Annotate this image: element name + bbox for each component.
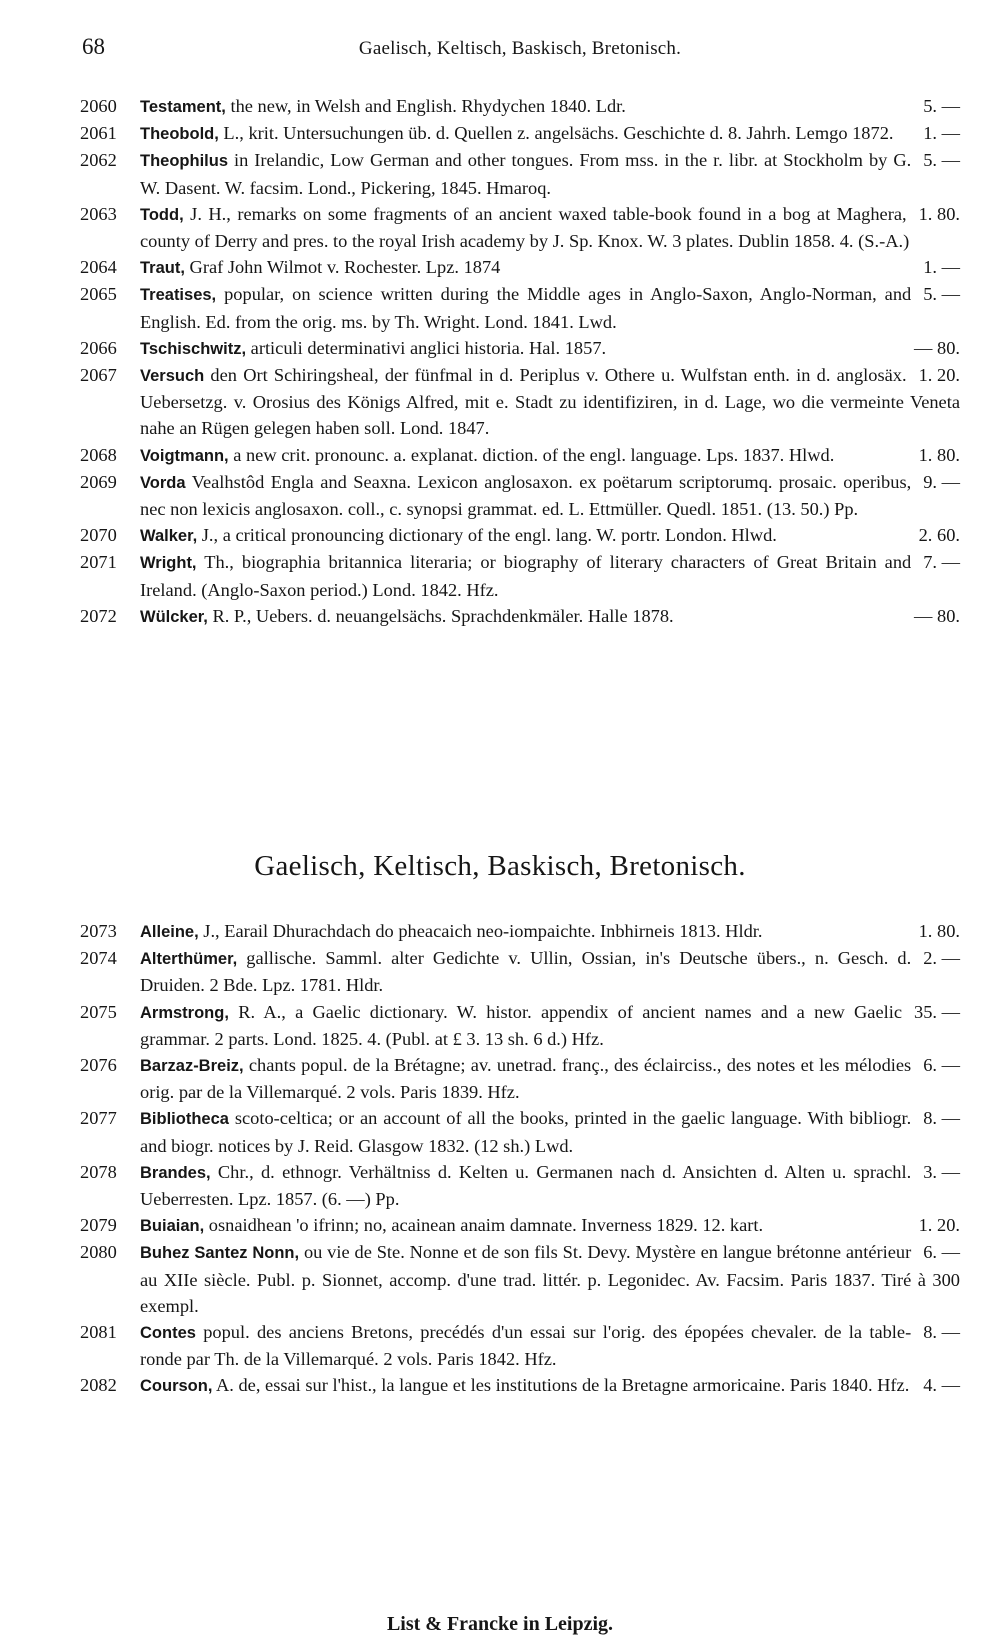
- entry-number: 2077: [80, 1108, 117, 1129]
- entry-description: Graf John Wilmot v. Rochester. Lpz. 1874: [184, 257, 501, 278]
- entry-description: J. H., remarks on some fragments of an ancient waxed table-book found in a bog at Maghera, county of Derry and pres. to the royal Irish academy by J. Sp. Knox. W. 3 plates. Dublin 1858. 4. (S.-A.): [140, 203, 910, 252]
- catalogue-entry: [80, 1212, 960, 1239]
- catalogue-entry: [80, 999, 960, 1052]
- entry-author: Wright,: [140, 554, 197, 573]
- entry-number: 2067: [80, 365, 117, 386]
- entry-price: 6. —: [923, 1055, 960, 1076]
- catalogue-entry: [80, 120, 960, 147]
- entry-description: R. A., a Gaelic dictionary. W. histor. appendix of ancient names and a new Gaelic grammar. 2 parts. Lond. 1825. 4. (Publ. at £ 3. 13 sh. 6 d.) Hfz.: [140, 1001, 903, 1049]
- entry-author: Barzaz-Breiz,: [140, 1057, 244, 1076]
- entry-number: 2074: [80, 948, 117, 969]
- entry-price: 5. —: [923, 284, 960, 305]
- entry-price: 8. —: [923, 1108, 960, 1129]
- catalogue-entry: [80, 281, 960, 334]
- entry-price: 1. 80.: [918, 921, 960, 941]
- entry-description: Chr., d. ethnogr. Verhältniss d. Kelten u. Germanen nach d. Ansichten d. Alten u. sprachl. Ueberresten. Lpz. 1857. (6. —) Pp.: [140, 1161, 912, 1210]
- entry-number: 2066: [80, 337, 117, 358]
- entry-author: Theobold,: [140, 125, 219, 144]
- entry-number: 2062: [80, 150, 117, 171]
- catalogue-entry: [80, 918, 960, 945]
- entry-number: 2061: [80, 123, 117, 144]
- entry-number: 2076: [80, 1055, 117, 1076]
- entry-number: 2075: [80, 1001, 117, 1022]
- entry-author: Bibliotheca: [140, 1110, 229, 1129]
- entry-number: 2082: [80, 1375, 117, 1396]
- entry-author: Brandes,: [140, 1163, 211, 1182]
- entry-author: Voigtmann,: [140, 446, 229, 465]
- entry-list-gaelic: [80, 918, 960, 1400]
- catalogue-entry: [80, 1319, 960, 1372]
- entry-price: 1. 20.: [918, 365, 960, 386]
- entry-price: 2. —: [923, 948, 960, 969]
- entry-description: Vealhstôd Engla and Seaxna. Lexicon anglosaxon. ex poëtarum scriptorumq. prosaic. operibus, nec non lexicis anglosaxon. coll., c. synopsi grammat. ed. L. Ettmüller. Quedl. 1851. (13. 50.) Pp.: [140, 471, 912, 520]
- catalogue-entry: [80, 254, 960, 281]
- entry-description: Th., biographia britannica literaria; or biography of literary characters of Great Britain and Ireland. (Anglo-Saxon period.) Lond. 1842. Hfz.: [140, 552, 912, 600]
- entry-description: scoto-celtica; or an account of all the books, printed in the gaelic language. With bibliogr. and biogr. notices by J. Reid. Glasgow 1832. (12 sh.) Lwd.: [140, 1108, 912, 1156]
- entry-author: Buiaian,: [140, 1217, 205, 1236]
- entry-author: Alleine,: [140, 923, 199, 941]
- entry-description: popular, on science written during the Middle ages in Anglo-Saxon, Anglo-Norman, and English. Ed. from the orig. ms. by Th. Wright. Lond. 1841. Lwd.: [140, 284, 912, 332]
- entry-author: Courson,: [140, 1377, 213, 1396]
- entry-price: 1. 80.: [918, 203, 960, 224]
- entry-description: osnaidhean 'o ifrinn; no, acainean anaim damnate. Inverness 1829. 12. kart.: [204, 1215, 764, 1236]
- entry-price: 3. —: [923, 1161, 960, 1182]
- catalogue-entry: [80, 522, 960, 549]
- entry-price: 4. —: [923, 1375, 960, 1396]
- entry-author: Theophilus: [140, 152, 228, 171]
- entry-description: in Irelandic, Low German and other tongues. From mss. in the r. libr. at Stockholm by G. W. Dasent. W. facsim. Lond., Pickering, 1845. Hmaroq.: [140, 150, 912, 198]
- entry-author: Todd,: [140, 205, 184, 224]
- entry-number: 2080: [80, 1242, 117, 1263]
- entry-description: a new crit. pronounc. a. explanat. diction. of the engl. language. Lps. 1837. Hlwd.: [228, 444, 835, 465]
- entry-price: 9. —: [923, 471, 960, 492]
- entry-author: Tschischwitz,: [140, 339, 247, 358]
- entry-description: gallische. Samml. alter Gedichte v. Ullin, Ossian, in's Deutsche übers., n. Gesch. d. Druiden. 2 Bde. Lpz. 1781. Hldr.: [140, 948, 912, 996]
- entry-description: J., Earail Dhurachdach do pheacaich neo-iompaichte. Inbhirneis 1813. Hldr.: [198, 921, 763, 941]
- entry-price: 5. —: [923, 96, 960, 116]
- entry-description: R. P., Uebers. d. neuangelsächs. Sprachdenkmäler. Halle 1878.: [207, 605, 674, 626]
- entry-number: 2081: [80, 1322, 117, 1343]
- entry-number: 2073: [80, 921, 117, 941]
- entry-price: 2. 60.: [918, 525, 960, 546]
- catalogue-entry: [80, 147, 960, 200]
- entry-description: J., a critical pronouncing dictionary of the engl. lang. W. portr. London. Hlwd.: [197, 525, 777, 546]
- entry-description: popul. des anciens Bretons, precédés d'un essai sur l'orig. des épopées chevaler. de la table-ronde par Th. de la Villemarqué. 2 vols. Paris 1842. Hfz.: [140, 1322, 912, 1370]
- entry-list-english: [80, 93, 960, 630]
- catalogue-entry: [80, 442, 960, 469]
- entry-number: 2064: [80, 257, 117, 278]
- entry-price: 7. —: [923, 552, 960, 573]
- catalogue-entry: [80, 469, 960, 522]
- catalogue-entry: [80, 93, 960, 120]
- entry-price: — 80.: [914, 337, 960, 358]
- catalogue-entry: [80, 1372, 960, 1399]
- catalogue-entry: [80, 1052, 960, 1105]
- entry-price: — 80.: [914, 605, 960, 626]
- entry-price: 8. —: [923, 1322, 960, 1343]
- entry-description: the new, in Welsh and English. Rhydychen 1840. Ldr.: [225, 96, 626, 116]
- entry-description: den Ort Schiringsheal, der fünfmal in d. Periplus v. Othere u. Wulfstan enth. in d. anglosäx. Uebersetzg. v. Orosius des Königs Alfred, mit e. Stadt zu identifiziren, in d. Lage, wo die vermeinte Veneta nahe an Rügen gelegen haben soll. Lond. 1847.: [140, 365, 960, 439]
- entry-description: ou vie de Ste. Nonne et de son fils St. Devy. Mystère en langue brétonne antérieur au XIIe siècle. Publ. p. Sionnet, accomp. d'une trad. littér. p. Legonidec. Av. Facsim. Paris 1837. Tiré à 300 exempl.: [140, 1242, 960, 1316]
- entry-author: Buhez Santez Nonn,: [140, 1244, 300, 1263]
- entry-price: 1. —: [923, 123, 960, 144]
- entry-author: Testament,: [140, 98, 226, 116]
- catalogue-entry: [80, 603, 960, 630]
- entry-author: Contes: [140, 1324, 196, 1343]
- entry-price: 1. 80.: [918, 444, 960, 465]
- page-number: 68: [82, 34, 105, 59]
- entry-price: 5. —: [923, 150, 960, 171]
- entry-author: Walker,: [140, 527, 198, 546]
- entry-description: articuli determinativi anglici historia. Hal. 1857.: [246, 337, 607, 358]
- entry-description: A. de, essai sur l'hist., la langue et les institutions de la Bretagne armoricaine. Paris 1840. Hfz.: [212, 1375, 910, 1396]
- entry-number: 2068: [80, 444, 117, 465]
- entry-number: 2060: [80, 96, 117, 116]
- catalogue-entry: [80, 362, 960, 442]
- entry-price: 1. 20.: [918, 1215, 960, 1236]
- catalogue-entry: [80, 945, 960, 998]
- entry-number: 2079: [80, 1215, 117, 1236]
- entry-author: Versuch: [140, 367, 205, 386]
- entry-author: Traut,: [140, 259, 185, 278]
- publisher-footer: List & Francke in Leipzig.: [386, 1613, 614, 1635]
- entry-number: 2065: [80, 284, 117, 305]
- catalogue-entry: [80, 549, 960, 602]
- running-title: Gaelisch, Keltisch, Baskisch, Bretonisch.: [358, 38, 682, 59]
- entry-author: Armstrong,: [140, 1003, 229, 1022]
- entry-number: 2070: [80, 525, 117, 546]
- entry-number: 2071: [80, 552, 117, 573]
- catalogue-entry: [80, 1159, 960, 1212]
- section-title: Gaelisch, Keltisch, Baskisch, Bretonisch.: [254, 850, 746, 882]
- entry-author: Treatises,: [140, 286, 217, 305]
- catalogue-entry: [80, 335, 960, 362]
- entry-price: 1. —: [923, 257, 960, 278]
- entry-description: L., krit. Untersuchungen üb. d. Quellen z. angelsächs. Geschichte d. 8. Jahrh. Lemgo 1872.: [218, 123, 894, 144]
- entry-price: 35. —: [914, 1001, 960, 1022]
- entry-description: chants popul. de la Brétagne; av. unetrad. franç., des éclairciss., des notes et les mélodies orig. par de la Villemarqué. 2 vols. Paris 1839. Hfz.: [140, 1055, 912, 1103]
- entry-number: 2078: [80, 1161, 117, 1182]
- catalogue-entry: [80, 1105, 960, 1158]
- entry-author: Alterthümer,: [140, 950, 238, 969]
- entry-author: Wülcker,: [140, 607, 208, 626]
- entry-number: 2069: [80, 471, 117, 492]
- page-header: [80, 34, 960, 74]
- entry-number: 2063: [80, 203, 117, 224]
- catalogue-entry: [80, 201, 960, 254]
- entry-author: Vorda: [140, 473, 186, 492]
- entry-number: 2072: [80, 605, 117, 626]
- catalogue-entry: [80, 1239, 960, 1319]
- entry-price: 6. —: [923, 1242, 960, 1263]
